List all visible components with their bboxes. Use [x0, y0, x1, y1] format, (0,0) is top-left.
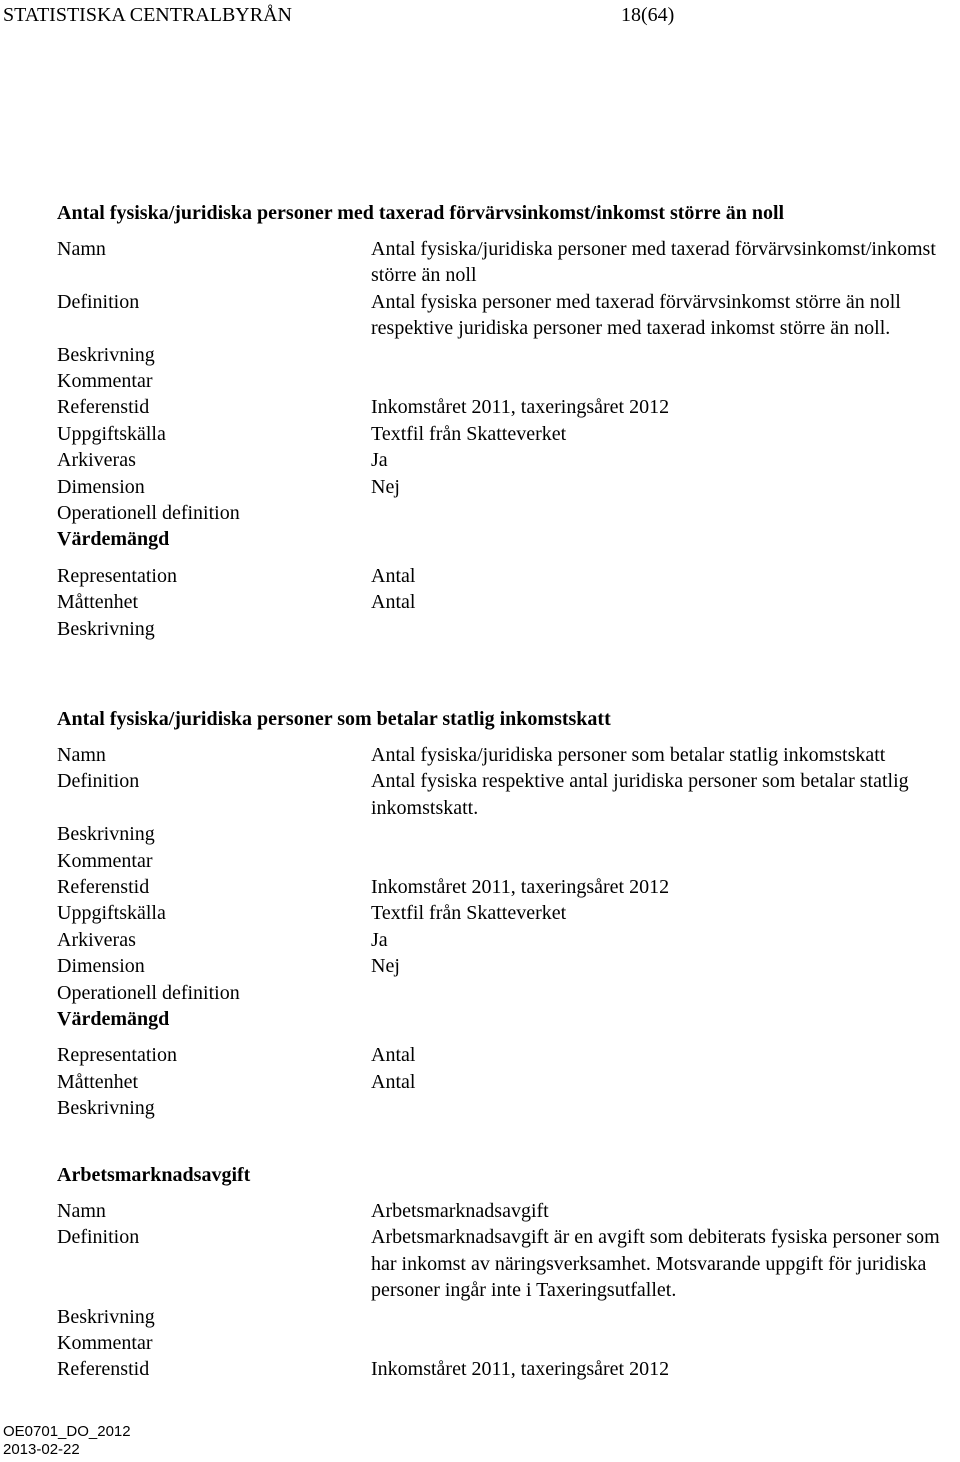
field-beskrivning — [57, 1095, 957, 1121]
field-referenstid — [57, 1356, 957, 1382]
field-label: Beskrivning — [57, 343, 155, 366]
section-title: Arbetsmarknadsavgift — [57, 1164, 251, 1186]
page-number: 18(64) — [621, 4, 675, 26]
field-vardemangd — [57, 526, 957, 552]
field-label: Namn — [57, 238, 106, 260]
field-label: Beskrivning — [57, 617, 155, 640]
field-beskrivning — [57, 342, 957, 368]
variable-section — [57, 200, 957, 642]
page-header — [0, 4, 960, 30]
field-value: Antal fysiska/juridiska personer som betalar statlig inkomstskatt — [371, 744, 886, 766]
field-representation — [57, 1042, 957, 1068]
field-label: Referenstid — [57, 876, 150, 898]
field-label: Referenstid — [57, 396, 150, 419]
field-definition — [57, 289, 957, 342]
field-label: Referenstid — [57, 1358, 150, 1381]
field-value: Inkomståret 2011, taxeringsåret 2012 — [371, 396, 670, 419]
field-beskrivning — [57, 821, 957, 847]
subheading: Värdemängd — [57, 1008, 170, 1031]
field-vardemangd — [57, 1006, 957, 1032]
organization-name: STATISTISKA CENTRALBYRÅN — [3, 4, 292, 26]
field-arkiveras — [57, 927, 957, 953]
section-title: Antal fysiska/juridiska personer som betalar statlig inkomstskatt — [57, 708, 611, 730]
field-label: Definition — [57, 770, 140, 793]
field-beskrivning — [57, 616, 957, 642]
field-value: Arbetsmarknadsavgift är en avgift som debiterats fysiska personer som har inkomst av näringsverksamhet. Motsvarande uppgift för juridiska personer ingår inte i Taxeringsutfallet. — [371, 1226, 940, 1302]
subheading: Värdemängd — [57, 528, 170, 551]
field-referenstid — [57, 394, 957, 420]
section-title: Antal fysiska/juridiska personer med taxerad förvärvsinkomst/inkomst större än noll — [57, 202, 785, 224]
field-value: Antal — [371, 591, 416, 614]
field-label: Kommentar — [57, 849, 153, 872]
field-label: Operationell definition — [57, 981, 240, 1004]
field-label: Måttenhet — [57, 1070, 139, 1093]
field-kommentar — [57, 1330, 957, 1356]
field-label: Kommentar — [57, 1332, 153, 1355]
field-referenstid — [57, 874, 957, 900]
field-label: Måttenhet — [57, 591, 139, 614]
field-label: Beskrivning — [57, 1097, 155, 1120]
field-label: Beskrivning — [57, 1305, 155, 1328]
field-namn — [57, 236, 957, 289]
field-label: Dimension — [57, 955, 145, 978]
field-value: Antal fysiska respektive antal juridiska personer som betalar statlig inkomstskatt. — [371, 770, 909, 819]
field-label: Definition — [57, 290, 140, 313]
variable-section — [57, 1162, 957, 1383]
field-value: Inkomståret 2011, taxeringsåret 2012 — [371, 1358, 670, 1381]
field-operationell-definition — [57, 980, 957, 1006]
field-value: Antal — [371, 564, 416, 587]
field-value: Antal — [371, 1070, 416, 1093]
field-representation — [57, 563, 957, 589]
field-definition — [57, 768, 957, 821]
field-label: Dimension — [57, 475, 145, 498]
field-label: Operationell definition — [57, 502, 240, 525]
document-id: OE0701_DO_2012 — [3, 1423, 131, 1440]
field-operationell-definition — [57, 500, 957, 526]
field-label: Definition — [57, 1226, 140, 1249]
field-value: Textfil från Skatteverket — [371, 902, 567, 925]
field-label: Arkiveras — [57, 449, 136, 472]
field-namn — [57, 1198, 957, 1224]
field-value: Nej — [371, 475, 400, 498]
field-definition — [57, 1224, 957, 1303]
field-value: Nej — [371, 955, 400, 978]
field-namn — [57, 742, 957, 768]
field-label: Uppgiftskälla — [57, 902, 166, 925]
page-footer — [3, 1423, 131, 1459]
field-value: Ja — [371, 449, 388, 472]
field-label: Namn — [57, 744, 106, 766]
field-dimension — [57, 953, 957, 979]
field-value: Antal fysiska personer med taxerad förvärvsinkomst större än noll respektive juridiska personer med taxerad inkomst större än noll. — [371, 290, 901, 340]
field-label: Namn — [57, 1200, 106, 1222]
field-mattenhet — [57, 1069, 957, 1095]
field-mattenhet — [57, 589, 957, 615]
field-value: Textfil från Skatteverket — [371, 422, 567, 445]
document-date: 2013-02-22 — [3, 1441, 80, 1458]
field-label: Representation — [57, 564, 177, 587]
field-value: Arbetsmarknadsavgift — [371, 1200, 549, 1222]
variable-section — [57, 706, 957, 1122]
field-value: Ja — [371, 928, 388, 951]
field-label: Beskrivning — [57, 823, 155, 846]
field-kommentar — [57, 848, 957, 874]
field-value: Antal fysiska/juridiska personer med taxerad förvärvsinkomst/inkomst större än noll — [371, 238, 936, 287]
field-beskrivning — [57, 1304, 957, 1330]
field-value: Antal — [371, 1044, 416, 1067]
field-kommentar — [57, 368, 957, 394]
field-uppgiftskalla — [57, 900, 957, 926]
field-label: Representation — [57, 1044, 177, 1067]
field-value: Inkomståret 2011, taxeringsåret 2012 — [371, 876, 670, 898]
field-label: Uppgiftskälla — [57, 422, 166, 445]
field-uppgiftskalla — [57, 421, 957, 447]
field-arkiveras — [57, 447, 957, 473]
field-dimension — [57, 474, 957, 500]
field-label: Arkiveras — [57, 928, 136, 951]
field-label: Kommentar — [57, 370, 153, 393]
